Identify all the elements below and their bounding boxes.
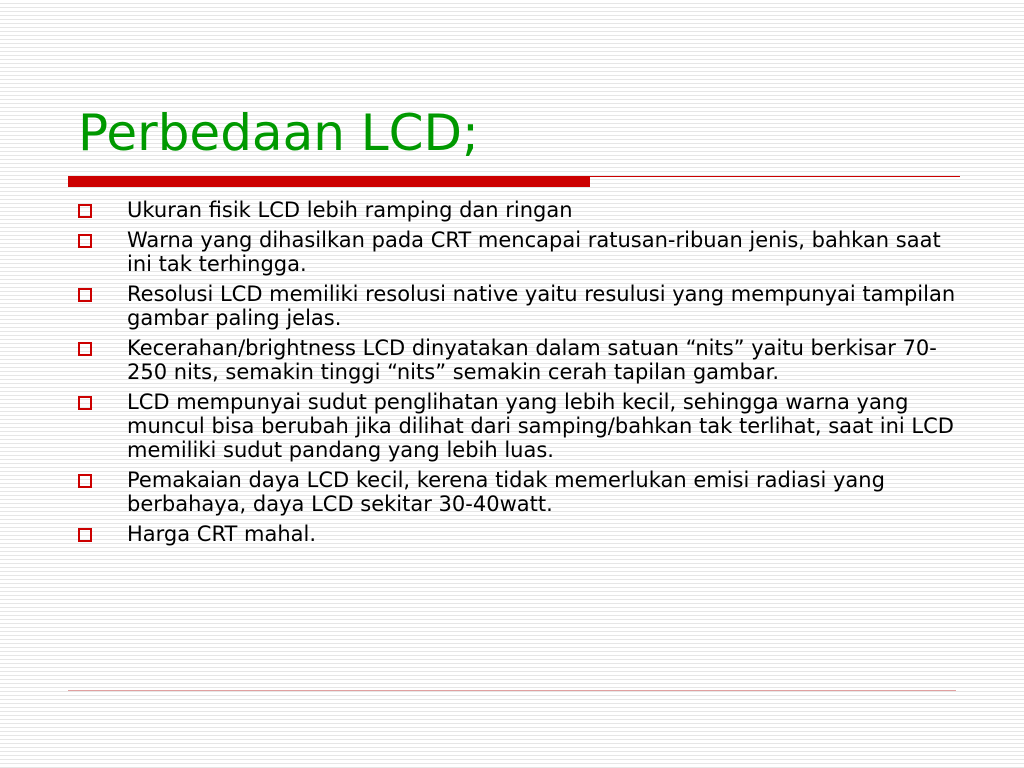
title-underline-line	[590, 176, 960, 177]
bullet-text: Ukuran fisik LCD lebih ramping dan ringan	[127, 198, 573, 222]
footer-divider	[68, 690, 956, 691]
hollow-square-bullet-icon	[78, 234, 92, 248]
bullet-text: Resolusi LCD memiliki resolusi native yaitu resulusi yang mempunyai tampilan gambar paling jelas.	[127, 282, 956, 330]
bullet-item	[76, 336, 956, 384]
bullet-item	[76, 282, 956, 330]
hollow-square-bullet-icon	[78, 474, 92, 488]
bullet-text: LCD mempunyai sudut penglihatan yang lebih kecil, sehingga warna yang muncul bisa berubah jika dilihat dari samping/bahkan tak terlihat, saat ini LCD memiliki sudut pandang yang lebih luas.	[127, 390, 954, 462]
hollow-square-bullet-icon	[78, 204, 92, 218]
bullet-item	[76, 228, 956, 276]
hollow-square-bullet-icon	[78, 288, 92, 302]
hollow-square-bullet-icon	[78, 396, 92, 410]
title-underline-bar	[68, 176, 590, 187]
bullet-text: Harga CRT mahal.	[127, 522, 317, 546]
bullet-text: Pemakaian daya LCD kecil, kerena tidak memerlukan emisi radiasi yang berbahaya, daya LCD sekitar 30-40watt.	[127, 468, 885, 516]
bullet-item	[76, 522, 956, 546]
hollow-square-bullet-icon	[78, 528, 92, 542]
bullet-text: Kecerahan/brightness LCD dinyatakan dalam satuan “nits” yaitu berkisar 70-250 nits, semakin tinggi “nits” semakin cerah tapilan gambar.	[127, 336, 937, 384]
bullet-item	[76, 198, 956, 222]
slide-title: Perbedaan LCD;	[78, 104, 479, 162]
bullet-list	[76, 198, 956, 552]
bullet-item	[76, 390, 956, 462]
bullet-text: Warna yang dihasilkan pada CRT mencapai ratusan-ribuan jenis, bahkan saat ini tak terhingga.	[127, 228, 941, 276]
hollow-square-bullet-icon	[78, 342, 92, 356]
bullet-item	[76, 468, 956, 516]
